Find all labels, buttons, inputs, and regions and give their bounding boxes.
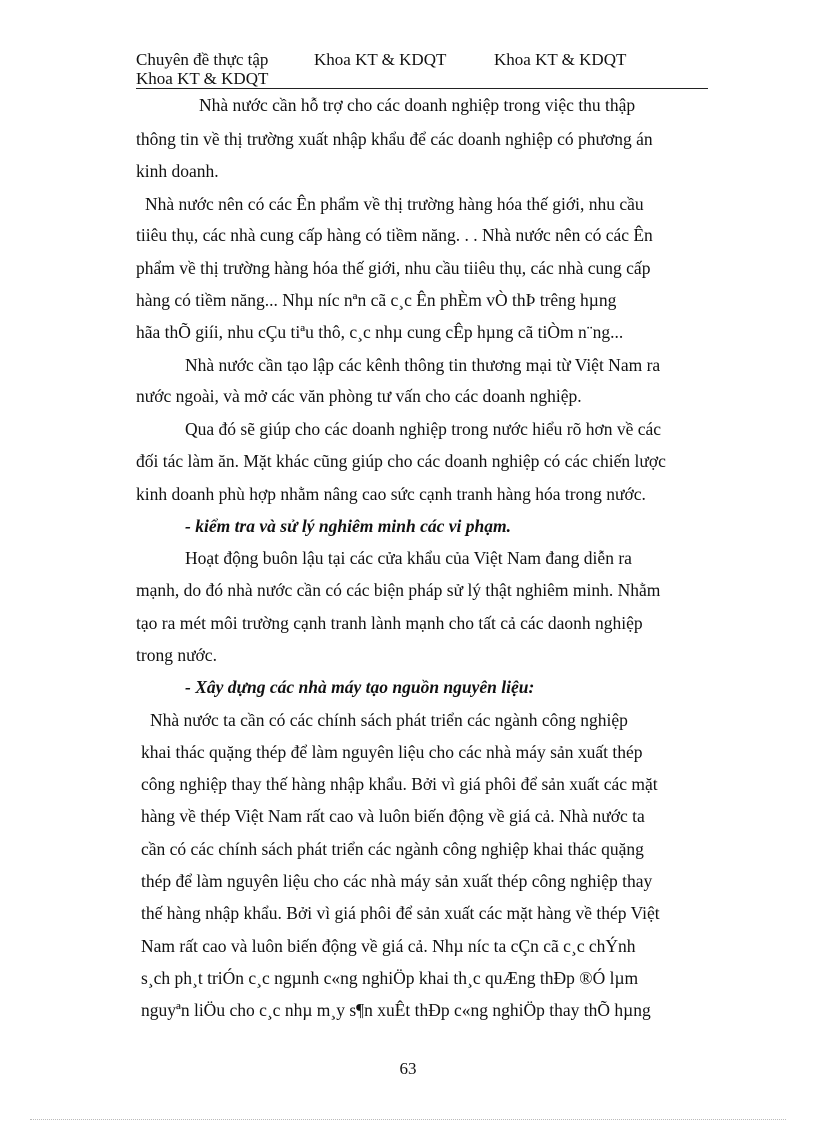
text-line: trong nước.: [136, 645, 217, 665]
section-heading: - kiểm tra và sử lý nghiêm minh các vi phạm.: [185, 516, 511, 536]
text-line: kinh doanh phù hợp nhằm nâng cao sức cạnh tranh hàng hóa trong nước.: [136, 484, 646, 504]
text-line: mạnh, do đó nhà nước cần có các biện pháp sử lý thật nghiêm minh. Nhằm: [136, 580, 661, 600]
text-line: hàng có tiềm năng... Nhµ níc nªn cã c¸c Ên phÈm vÒ thÞ trêng hµng: [136, 290, 617, 310]
page-number: 63: [399, 1059, 417, 1078]
page-header: [136, 50, 708, 89]
text-line: công nghiệp thay thế hàng nhập khẩu. Bởi vì giá phôi để sản xuất các mặt: [141, 774, 658, 794]
text-line: Nhà nước cần hỗ trợ cho các doanh nghiệp trong việc thu thập: [199, 95, 636, 115]
text-line: Qua đó sẽ giúp cho các doanh nghiệp trong nước hiểu rõ hơn về các: [185, 419, 662, 439]
text-line: nước ngoài, và mở các văn phòng tư vấn cho các doanh nghiệp.: [136, 386, 582, 406]
header-faculty-label: Khoa KT & KDQT: [314, 50, 447, 69]
text-line: khai thác quặng thép để làm nguyên liệu cho các nhà máy sản xuất thép: [141, 742, 643, 762]
text-line: s¸ch ph¸t triÓn c¸c ngµnh c«ng nghiÖp khai th¸c quÆng thÐp ®Ó lµm: [141, 968, 639, 988]
text-line: đối tác làm ăn. Mặt khác cũng giúp cho các doanh nghiệp có các chiến lược: [136, 451, 666, 471]
text-line: kinh doanh.: [136, 161, 219, 181]
text-line: tạo ra mét môi trường cạnh tranh lành mạnh cho tất cả các daonh nghiệp: [136, 613, 643, 633]
text-line: hãa thÕ giíi, nhu cÇu tiªu thô, c¸c nhµ cung cÊp hµng cã tiÒm n¨ng...: [136, 322, 624, 342]
text-line: thông tin về thị trường xuất nhập khẩu để các doanh nghiệp có phương án: [136, 129, 653, 149]
text-line: Nhà nước ta cần có các chính sách phát triển các ngành công nghiệp: [150, 710, 628, 730]
text-line: Nhà nước nên có các Ên phẩm về thị trường hàng hóa thế giới, nhu cầu: [145, 194, 644, 214]
text-line: thép để làm nguyên liệu cho các nhà máy sản xuất thép công nghiệp thay: [141, 871, 653, 891]
text-line: Nam rất cao và luôn biến động về giá cả. Nhµ níc ta cÇn cã c¸c chÝnh: [141, 936, 636, 956]
text-line: tiiêu thụ, các nhà cung cấp hàng có tiềm năng. . . Nhà nước nên có các Ên: [136, 225, 653, 245]
page-bottom-divider: [30, 1119, 786, 1120]
text-line: phẩm về thị trường hàng hóa thế giới, nhu cầu tiiêu thụ, các nhà cung cấp: [136, 258, 651, 278]
header-topic-label: Chuyên đề thực tập: [136, 50, 269, 69]
header-faculty-label-wrap: Khoa KT & KDQT: [136, 69, 269, 88]
text-line: nguyªn liÖu cho c¸c nhµ m¸y s¶n xuÊt thÐp c«ng nghiÖp thay thÕ hµng: [141, 1000, 651, 1020]
text-line: hàng về thép Việt Nam rất cao và luôn biến động về giá cả. Nhà nước ta: [141, 806, 645, 826]
header-row: [136, 50, 708, 69]
text-line: cần có các chính sách phát triển các ngành công nghiệp khai thác quặng: [141, 839, 644, 859]
header-row-2: [136, 69, 708, 88]
text-line: Hoạt động buôn lậu tại các cửa khẩu của Việt Nam đang diễn ra: [185, 548, 632, 568]
text-line: thế hàng nhập khẩu. Bởi vì giá phôi để sản xuất các mặt hàng về thép Việt: [141, 903, 660, 923]
header-faculty-label-repeat: Khoa KT & KDQT: [494, 50, 627, 69]
section-heading: - Xây dựng các nhà máy tạo nguồn nguyên liệu:: [185, 677, 535, 697]
text-line: Nhà nước cần tạo lập các kênh thông tin thương mại từ Việt Nam ra: [185, 355, 661, 375]
